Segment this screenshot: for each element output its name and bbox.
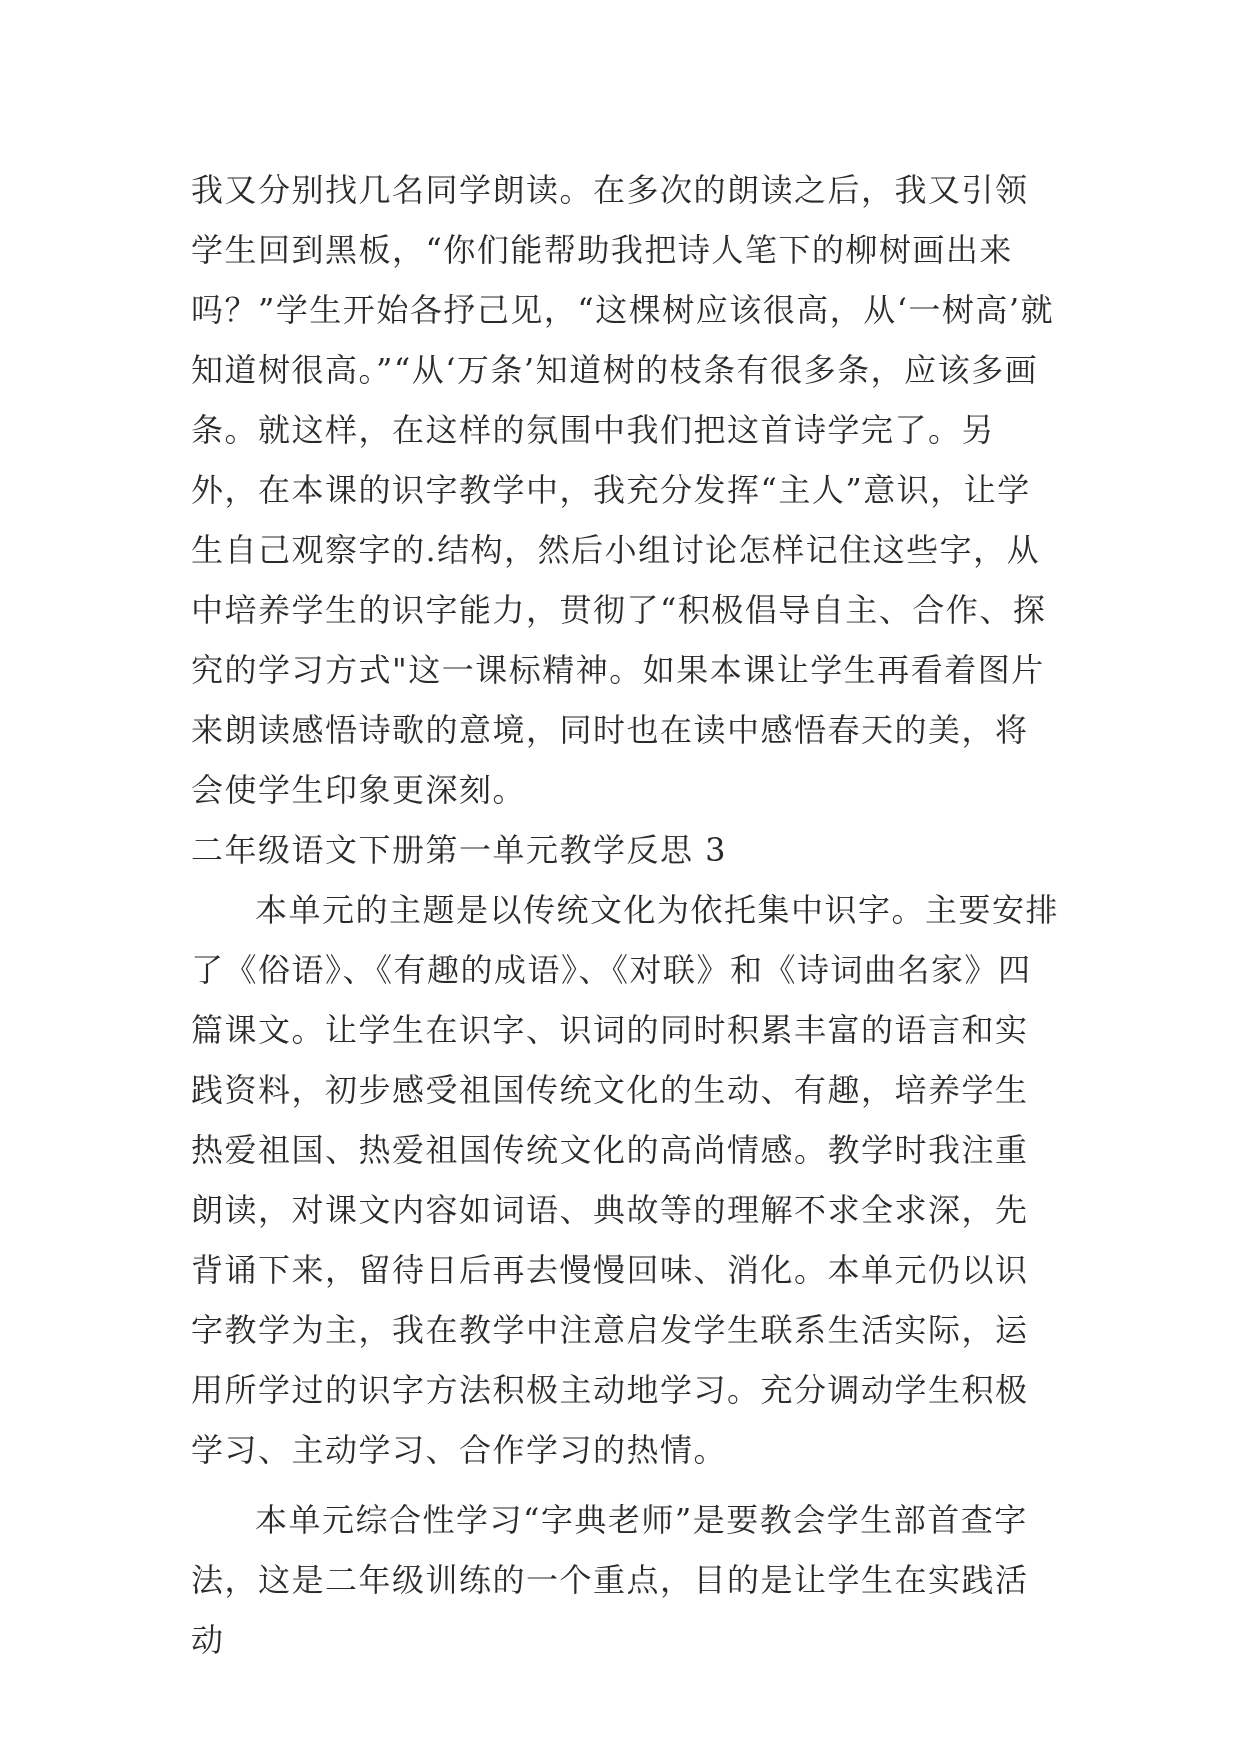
paragraph-continuation: 我又分别找几名同学朗读。在多次的朗读之后，我又引领学生回到黑板，“你们能帮助我把诗人笔下的柳树画出来吗？”学生开始各抒己见，“这棵树应该很高，从‘一树高’就知道树很高。”“从‘万条’知道树的枝条有很多条，应该多画条。就这样，在这样的氛围中我们把这首诗学完了。另外，在本课的识字教学中，我充分发挥“主人”意识，让学生自己观察字的.结构，然后小组讨论怎样记住这些字，从中培养学生的识字能力，贯彻了“积极倡导自主、合作、探究的学习方式"这一课标精神。如果本课让学生再看着图片来朗读感悟诗歌的意境，同时也在读中感悟春天的美，将会使学生印象更深刻。 xyxy=(191,171,1055,809)
paragraph-unit-theme: 本单元的主题是以传统文化为依托集中识字。主要安排了《俗语》、《有趣的成语》、《对联》和《诗词曲名家》四篇课文。让学生在识字、识词的同时积累丰富的语言和实践资料，初步感受祖国传统文化的生动、有趣，培养学生热爱祖国、热爱祖国传统文化的高尚情感。教学时我注重朗读，对课文内容如词语、典故等的理解不求全求深，先背诵下来，留待日后再去慢慢回味、消化。本单元仍以识字教学为主，我在教学中注意启发学生联系生活实际，运用所学过的识字方法积极主动地学习。充分调动学生积极学习、主动学习、合作学习的热情。 xyxy=(191,891,1060,1469)
section-heading: 二年级语文下册第一单元教学反思 3 xyxy=(191,831,728,869)
paragraph-dictionary-teacher: 本单元综合性学习“字典老师”是要教会学生部首查字法，这是二年级训练的一个重点，目的是让学生在实践活动 xyxy=(191,1501,1029,1659)
document-body xyxy=(191,160,1061,1670)
